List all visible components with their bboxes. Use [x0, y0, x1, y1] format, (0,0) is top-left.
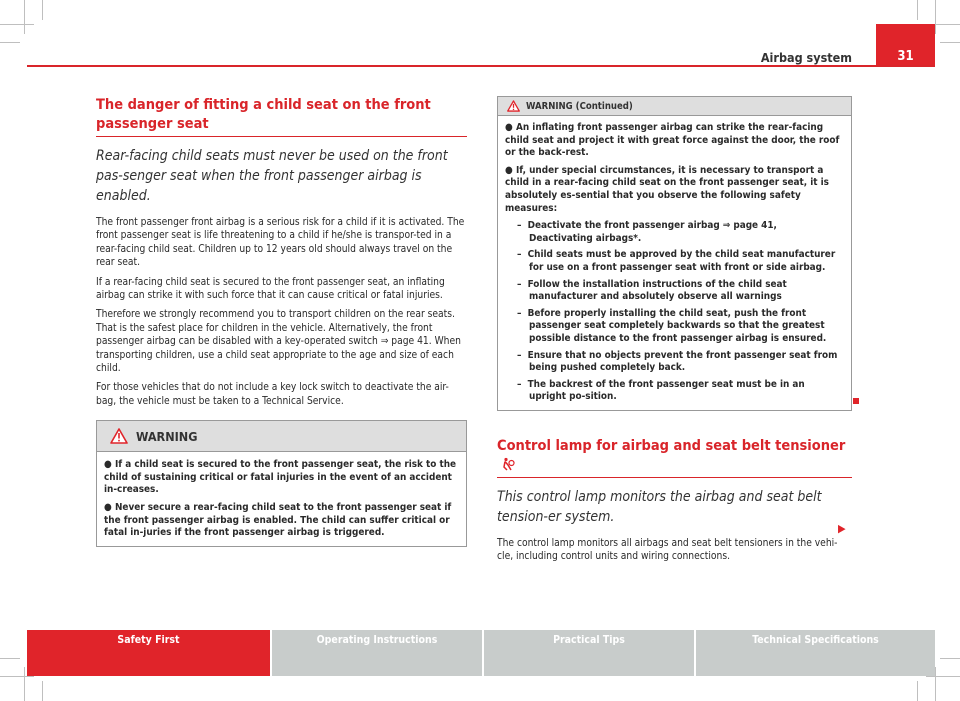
right-column — [497, 96, 852, 411]
warning-subitem: – Follow the installation instructions of the child seat manufacturer and absolutely observe all warnings — [517, 278, 787, 303]
section-lead: This control lamp monitors the airbag and seat belt tension-er system. — [497, 489, 822, 525]
crop-mark — [940, 42, 960, 43]
warning-title: WARNING — [136, 428, 198, 444]
section-heading: The danger of fitting a child seat on the front passenger seat — [96, 97, 431, 132]
crop-mark — [24, 0, 25, 34]
warning-item: ● An inflating front passenger airbag can strike the rear-facing child seat and project it with great force against the door, the roof or the back-rest. — [505, 122, 840, 159]
crop-mark — [940, 658, 960, 659]
warning-box-continued — [497, 96, 852, 411]
crop-mark — [42, 0, 43, 20]
crop-mark — [917, 681, 918, 701]
section-heading: Control lamp for airbag and seat belt tensioner — [497, 437, 852, 475]
warning-subitem: – Before properly installing the child seat, push the front passenger seat completely backwards so that the greatest possible distance to the front passenger airbag is ensured. — [517, 307, 827, 344]
crop-mark — [935, 667, 936, 701]
footer-navigation — [27, 630, 935, 676]
footer-tab-safety-first[interactable]: Safety First — [27, 630, 270, 676]
body-paragraph: For those vehicles that do not include a key lock switch to deactivate the air-bag, the vehicle must be taken to a Technical Service. — [96, 382, 449, 407]
page-header-title: Airbag system — [760, 50, 852, 65]
crop-mark — [917, 0, 918, 20]
left-column — [96, 96, 467, 547]
heading-rule — [96, 136, 467, 137]
warning-subitem: – Ensure that no objects prevent the front passenger seat from being pushed completely back. — [517, 349, 838, 374]
crop-mark — [0, 24, 34, 25]
body-paragraph: Therefore we strongly recommend you to transport children on the rear seats. That is the safest place for children in the vehicle. Alternatively, the front passenger airbag can be disabled with a key-operated switch ⇒ page 41. When transporting children, use a child seat appropriate to the age and size of each child. — [96, 309, 461, 375]
warning-item: ● Never secure a rear-facing child seat to the front passenger seat if the front passenger airbag is enabled. The child can suffer critical or fatal in-juries if the front passenger airbag is triggered. — [104, 502, 452, 539]
airbag-warning-lamp-icon — [501, 457, 515, 471]
body-paragraph: The front passenger front airbag is a serious risk for a child if it is activated. The front passenger seat is life threatening to a child if he/she is transpor-ted in a rear-facing child seat. Children up to 12 years old should always travel on the rear seat. — [96, 217, 465, 269]
crop-mark — [42, 681, 43, 701]
warning-title: WARNING (Continued) — [526, 100, 633, 112]
warning-subitem: – The backrest of the front passenger seat must be in an upright po-sition. — [517, 378, 805, 403]
warning-item: ● If a child seat is secured to the front passenger seat, the risk to the child of sustaining critical or fatal injuries in the event of an accident in-creases. — [104, 459, 457, 496]
warning-triangle-icon — [110, 428, 128, 444]
body-paragraph: The control lamp monitors all airbags and seat belt tensioners in the vehi-cle, including control units and wiring connections. — [497, 538, 838, 563]
warning-header — [498, 97, 851, 116]
footer-tab-practical-tips[interactable]: Practical Tips — [484, 630, 694, 676]
header-rule — [27, 65, 935, 67]
page-number: 31 — [897, 49, 914, 64]
warning-box — [96, 420, 467, 547]
warning-triangle-icon — [507, 100, 520, 112]
crop-mark — [0, 658, 20, 659]
page-number-box — [876, 24, 935, 67]
crop-mark — [926, 676, 960, 677]
warning-header — [97, 421, 466, 452]
warning-item: ● If, under special circumstances, it is necessary to transport a child in a rear-facing child seat on the front passenger seat, it is absolutely es-sential that you observe the following safety measures: — [505, 164, 829, 214]
section-lead: Rear-facing child seats must never be used on the front pas-senger seat when the front passenger airbag is enabled. — [96, 148, 448, 204]
crop-mark — [0, 42, 20, 43]
footer-tab-operating-instructions[interactable]: Operating Instructions — [272, 630, 482, 676]
crop-mark — [935, 0, 936, 34]
section-end-marker — [853, 398, 859, 404]
warning-subitem: – Child seats must be approved by the child seat manufacturer for use on a front passenger seat with front or side airbag. — [517, 249, 836, 273]
footer-tab-technical-specifications[interactable]: Technical Specifications — [696, 630, 935, 676]
crop-mark — [0, 676, 34, 677]
crop-mark — [24, 667, 25, 701]
body-paragraph: If a rear-facing child seat is secured to the front passenger seat, an inflating airbag can strike it with such force that it can cause critical or fatal injuries. — [96, 276, 445, 302]
control-lamp-section — [497, 437, 852, 570]
heading-rule — [497, 477, 852, 478]
continued-arrow-icon: ▶ — [838, 522, 846, 535]
warning-body — [97, 452, 466, 546]
warning-subitem: – Deactivate the front passenger airbag ⇒ page 41, Deactivating airbags*. — [517, 220, 777, 244]
warning-body — [498, 116, 851, 410]
